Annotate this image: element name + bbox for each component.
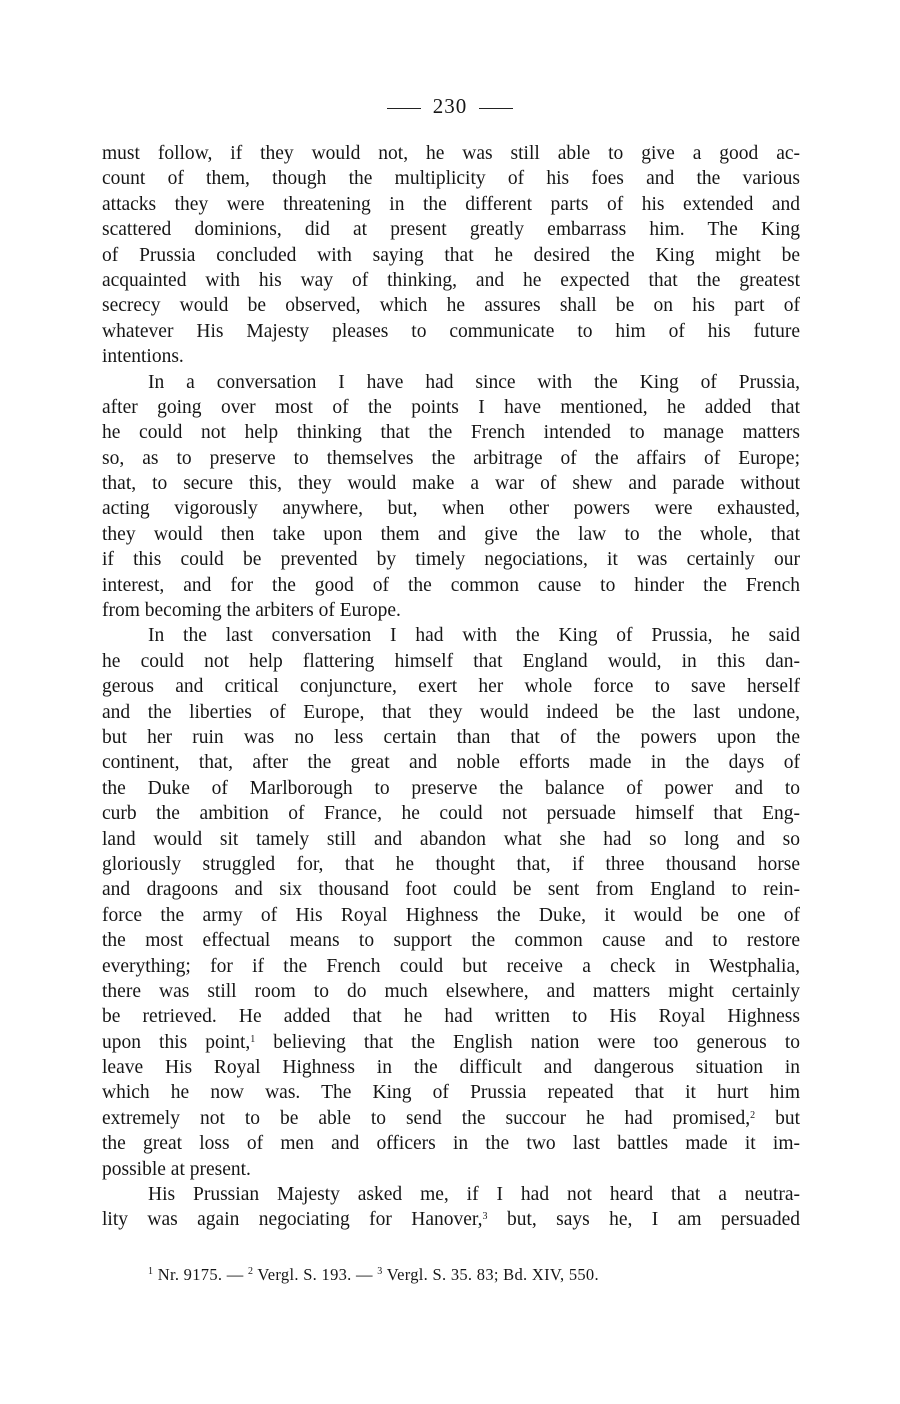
text-line: land would sit tamely still and abandon what she had so long and so xyxy=(102,828,800,850)
text-line xyxy=(102,1030,800,1055)
text-line: and dragoons and six thousand foot could be sent from England to rein- xyxy=(102,879,800,901)
footnote-marker-1: 1 xyxy=(148,1266,154,1277)
text-line: continent, that, after the great and noble efforts made in the days of xyxy=(102,752,800,774)
text-line: acting vigorously anywhere, but, when other powers were exhausted, xyxy=(102,498,800,520)
text-segment: believing that the English nation were too generous to xyxy=(255,1031,800,1053)
footnote-reference: 1 xyxy=(250,1033,256,1045)
footnote-marker-3: 3 xyxy=(377,1266,383,1277)
footnote-reference: 3 xyxy=(482,1211,488,1223)
text-line: In the last conversation I had with the King of Prussia, he said xyxy=(148,625,800,647)
text-segment: extremely not to be able to send the succour he had promised, xyxy=(102,1107,751,1129)
text-line: but her ruin was no less certain than that of the powers upon the xyxy=(102,726,800,748)
text-line: gloriously struggled for, that he thought that, if three thousand horse xyxy=(102,853,800,875)
text-line: be retrieved. He added that he had written to His Royal Highness xyxy=(102,1006,800,1028)
text-line: the most effectual means to support the common cause and to restore xyxy=(102,930,800,952)
text-line: count of them, though the multiplicity of his foes and the various xyxy=(102,168,800,190)
page-number: 230 xyxy=(432,94,468,118)
text-line: so, as to preserve to themselves the arbitrage of the affairs of Europe; xyxy=(102,447,800,469)
text-line: they would then take upon them and give the law to the whole, that xyxy=(102,523,800,545)
text-line: leave His Royal Highness in the difficult and dangerous situation in xyxy=(102,1057,800,1079)
text-line: force the army of His Royal Highness the Duke, it would be one of xyxy=(102,904,800,926)
text-line: interest, and for the good of the common cause to hinder the French xyxy=(102,574,800,596)
text-segment: but xyxy=(755,1107,800,1129)
text-line: His Prussian Majesty asked me, if I had not heard that a neutra- xyxy=(148,1184,800,1206)
text-line: there was still room to do much elsewhere, and matters might certainly xyxy=(102,980,800,1002)
text-line: whatever His Majesty pleases to communicate to him of his future xyxy=(102,320,800,342)
text-segment: lity was again negociating for Hanover, xyxy=(102,1209,483,1231)
text-line: after going over most of the points I have mentioned, he added that xyxy=(102,396,800,418)
text-line: that, to secure this, they would make a war of shew and parade without xyxy=(102,473,800,495)
text-line: which he now was. The King of Prussia repeated that it hurt him xyxy=(102,1082,800,1104)
footnote-1: Nr. 9175. — xyxy=(153,1265,248,1284)
page-number-header xyxy=(0,94,900,119)
header-dash-left xyxy=(387,108,421,109)
text-line: he could not help thinking that the French intended to manage matters xyxy=(102,422,800,444)
footnote-2: Vergl. S. 193. — xyxy=(253,1265,378,1284)
text-segment: but, says he, I am persuaded xyxy=(487,1209,800,1231)
text-line: possible at present. xyxy=(102,1158,251,1180)
body-text xyxy=(102,141,800,1233)
text-line xyxy=(102,1207,800,1232)
text-line: attacks they were threatening in the different parts of his extended and xyxy=(102,193,800,215)
text-line: he could not help flattering himself that England would, in this dan- xyxy=(102,650,800,672)
text-line xyxy=(102,1106,800,1131)
text-line: the Duke of Marlborough to preserve the balance of power and to xyxy=(102,777,800,799)
footnote-3: Vergl. S. 35. 83; Bd. XIV, 550. xyxy=(382,1265,599,1284)
text-line: In a conversation I have had since with the King of Prussia, xyxy=(148,371,800,393)
header-dash-right xyxy=(479,108,513,109)
text-line: secrecy would be observed, which he assures shall be on his part of xyxy=(102,295,800,317)
text-line: intentions. xyxy=(102,346,184,368)
text-line: everything; for if the French could but receive a check in Westphalia, xyxy=(102,955,800,977)
footnote-marker-2: 2 xyxy=(247,1266,254,1277)
text-line: and the liberties of Europe, that they would indeed be the last undone, xyxy=(102,701,800,723)
text-segment: upon this point, xyxy=(102,1031,251,1053)
text-line: from becoming the arbiters of Europe. xyxy=(102,600,401,622)
text-line: curb the ambition of France, he could not persuade himself that Eng- xyxy=(102,803,800,825)
text-line: of Prussia concluded with saying that he desired the King might be xyxy=(102,244,800,266)
text-line: scattered dominions, did at present greatly embarrass him. The King xyxy=(102,219,800,241)
text-line: the great loss of men and officers in the two last battles made it im- xyxy=(102,1133,800,1155)
footnote-reference: 2 xyxy=(750,1109,756,1121)
text-line: gerous and critical conjuncture, exert her whole force to save herself xyxy=(102,676,800,698)
text-line: acquainted with his way of thinking, and he expected that the greatest xyxy=(102,269,800,291)
text-line: if this could be prevented by timely negociations, it was certainly our xyxy=(102,549,800,571)
text-line: must follow, if they would not, he was still able to give a good ac- xyxy=(102,143,800,164)
footnotes xyxy=(148,1265,599,1285)
